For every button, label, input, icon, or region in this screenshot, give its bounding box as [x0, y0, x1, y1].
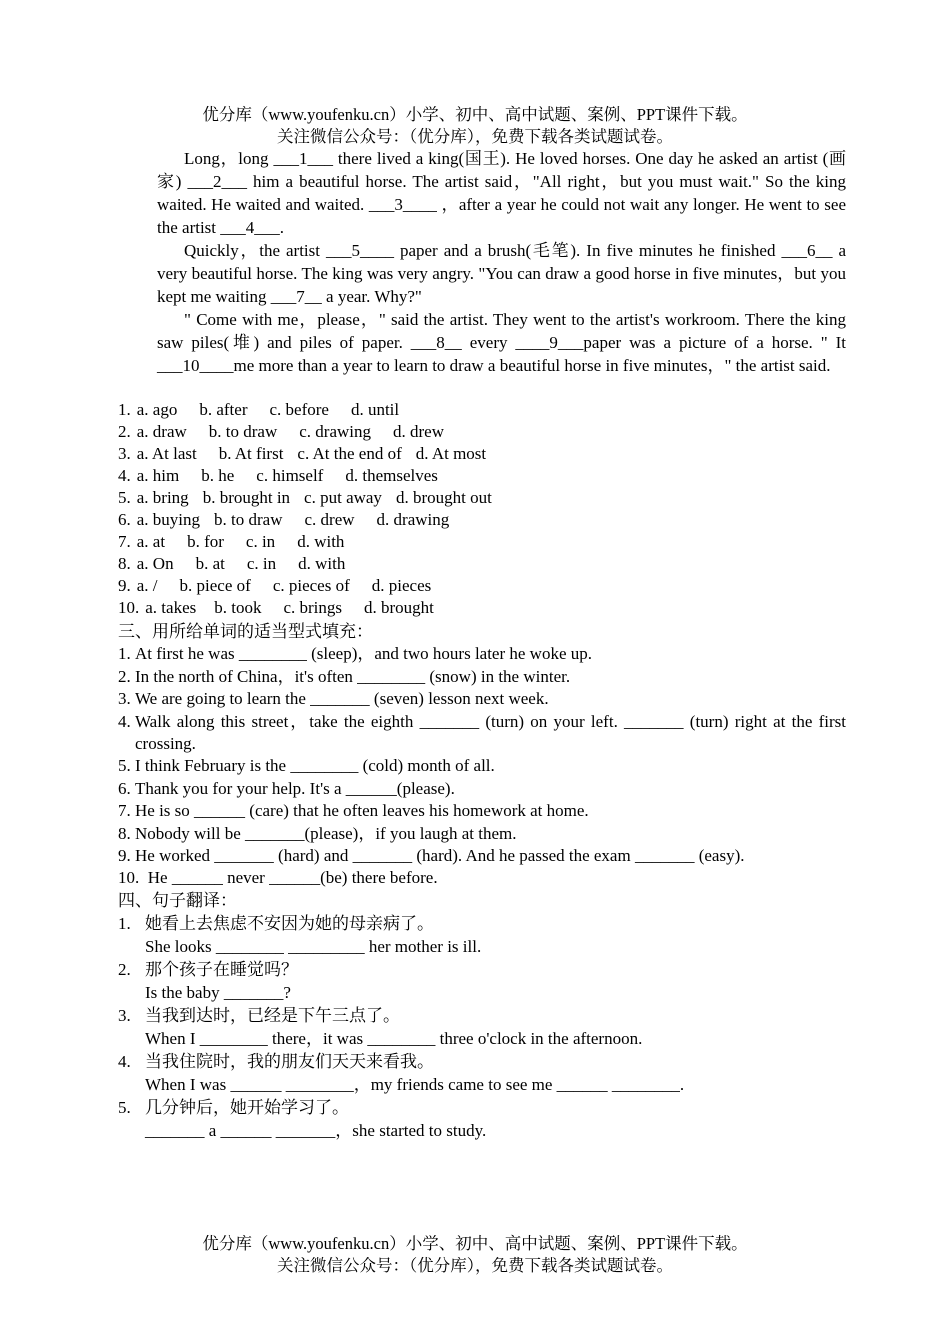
translation-number: 1.: [118, 914, 131, 934]
translation-number: 2.: [118, 960, 131, 980]
option-choice: b. took: [214, 598, 262, 617]
fill-item-number: 10.: [118, 868, 148, 888]
option-number: 6.: [118, 510, 131, 529]
option-choice: a. ago: [136, 400, 178, 419]
option-choice: c. put away: [304, 488, 382, 507]
option-choice: b. after: [199, 400, 248, 419]
option-number: 10.: [118, 598, 140, 617]
option-number: 3.: [118, 444, 131, 463]
fill-item-number: 5.: [118, 756, 135, 776]
fill-item-text: In the north of China，it's often ________ (snow) in the winter.: [135, 666, 571, 686]
translation-item: [118, 1050, 846, 1096]
fill-item-text: He ______ never ______(be) there before.: [147, 868, 438, 888]
fill-item-text: At first he was ________ (sleep)，and two hours later he woke up.: [135, 644, 593, 664]
translation-english: When I ________ there，it was ________ three o'clock in the afternoon.: [145, 1029, 643, 1049]
translation-number: 3.: [118, 1006, 131, 1026]
translation-item: [118, 912, 846, 958]
translation-number: 4.: [118, 1052, 131, 1072]
translation-item: [118, 1004, 846, 1050]
option-number: 8.: [118, 554, 131, 573]
option-choice: c. before: [269, 400, 329, 419]
translation-chinese: 当我到达时，已经是下午三点了。: [145, 1006, 400, 1026]
fill-item-number: 8.: [118, 823, 135, 843]
exercise-sections: [118, 621, 851, 1142]
option-choice: b. brought in: [202, 488, 291, 507]
fill-item: [118, 800, 846, 822]
option-choice: a. At last: [136, 444, 197, 463]
option-choice: c. in: [246, 554, 277, 573]
option-choice: c. pieces of: [272, 576, 350, 595]
option-choice: b. at: [195, 554, 225, 573]
fill-item-number: 9.: [118, 846, 135, 866]
option-number: 1.: [118, 400, 131, 419]
option-choice: d. with: [297, 532, 345, 551]
option-choice: c. brings: [283, 598, 343, 617]
translation-number: 5.: [118, 1098, 131, 1118]
fill-item: [118, 666, 846, 688]
translation-chinese: 几分钟后，她开始学习了。: [145, 1098, 349, 1118]
fill-item: [118, 711, 851, 756]
fill-item: [118, 867, 846, 889]
option-choice: d. brought: [364, 598, 434, 617]
section-3-title: 三、用所给单词的适当型式填充：: [118, 622, 373, 641]
option-row: [118, 465, 492, 487]
option-row: [118, 597, 492, 619]
option-number: 5.: [118, 488, 131, 507]
translation-english: When I was ______ ________，my friends came to see me ______ ________.: [145, 1075, 685, 1095]
option-row: [118, 509, 492, 531]
fill-item-number: 6.: [118, 778, 135, 798]
fill-item: [118, 643, 846, 665]
footer-line-1: 优分库（www.youfenku.cn）小学、初中、高中试题、案例、PPT课件下载。: [202, 1234, 748, 1253]
section-4-items: [118, 912, 846, 1142]
option-choice: d. pieces: [371, 576, 432, 595]
fill-item: [118, 755, 846, 777]
option-row: [118, 531, 492, 553]
option-choice: d. with: [298, 554, 346, 573]
option-row: [118, 487, 492, 509]
option-number: 2.: [118, 422, 131, 441]
fill-item-number: 1.: [118, 644, 135, 664]
option-choice: a. takes: [145, 598, 197, 617]
translation-item: [118, 1096, 846, 1142]
option-choice: a. him: [136, 466, 180, 485]
option-choice: d. drawing: [376, 510, 450, 529]
option-choice: d. themselves: [345, 466, 438, 485]
option-choice: b. At first: [218, 444, 284, 463]
option-choice: a. bring: [136, 488, 189, 507]
footer-line-2: 关注微信公众号：（优分库），免费下载各类试题试卷。: [277, 1256, 673, 1275]
option-choice: c. drew: [304, 510, 355, 529]
header-line-2: 关注微信公众号：（优分库），免费下载各类试题试卷。: [277, 127, 673, 146]
passage-paragraph-2: Quickly，the artist ___5____ paper and a brush(毛笔). In five minutes he finished ___6__ a very beautiful horse. The king was very angry. "You can draw a good horse in five minutes，but you kept me waiting ___7__ a year. Why?": [157, 241, 846, 306]
option-choice: d. drew: [393, 422, 444, 441]
option-choice: d. until: [350, 400, 400, 419]
option-row: [118, 399, 492, 421]
translation-chinese: 那个孩子在睡觉吗？: [145, 960, 298, 980]
option-row: [118, 443, 492, 465]
translation-english: She looks ________ _________ her mother is ill.: [145, 937, 482, 957]
option-choice: b. to draw: [214, 510, 283, 529]
fill-item: [118, 823, 846, 845]
fill-item-text: I think February is the ________ (cold) month of all.: [135, 756, 495, 776]
option-number: 9.: [118, 576, 131, 595]
section-4-title: 四、句子翻译：: [118, 890, 237, 910]
option-number: 7.: [118, 532, 131, 551]
option-choice: d. At most: [415, 444, 487, 463]
option-choice: a. buying: [136, 510, 201, 529]
fill-item: [118, 778, 846, 800]
page-footer: [0, 1233, 950, 1277]
fill-item-text: We are going to learn the _______ (seven) lesson next week.: [135, 689, 549, 709]
section-3-items: [118, 643, 851, 889]
option-choice: a. draw: [136, 422, 187, 441]
passage: [157, 147, 846, 377]
fill-item: [118, 688, 846, 710]
fill-item-text: He is so ______ (care) that he often leaves his homework at home.: [135, 801, 589, 821]
option-choice: a. /: [136, 576, 158, 595]
fill-item-number: 2.: [118, 666, 135, 686]
option-choice: c. drawing: [299, 422, 372, 441]
option-choice: c. At the end of: [297, 444, 402, 463]
option-choice: d. brought out: [395, 488, 492, 507]
option-choice: a. On: [136, 554, 174, 573]
option-choice: c. in: [245, 532, 276, 551]
fill-item-number: 4.: [118, 711, 135, 731]
option-row: [118, 575, 492, 597]
passage-paragraph-3: " Come with me，please，" said the artist. They went to the artist's workroom. There the king saw piles(堆) and piles of paper. ___8__ every ____9___paper was a picture of a horse. " It ___10____me more than a year to learn to draw a beautiful horse in five minutes，" the artist said.: [157, 310, 846, 375]
option-choice: c. himself: [256, 466, 324, 485]
fill-item-number: 7.: [118, 801, 135, 821]
fill-item-text: He worked _______ (hard) and _______ (hard). And he passed the exam _______ (easy).: [135, 846, 745, 866]
fill-item: [118, 845, 846, 867]
translation-chinese: 当我住院时，我的朋友们天天来看我。: [145, 1052, 434, 1072]
header-line-1: 优分库（www.youfenku.cn）小学、初中、高中试题、案例、PPT课件下载。: [202, 105, 748, 124]
passage-paragraph-1: Long，long ___1___ there lived a king(国王). He loved horses. One day he asked an artist (画家) ___2___ him a beautiful horse. The artist said，"All right，but you must wait." So the king waited. He waited and waited. ___3____ ，after a year he could not wait any longer. He went to see the artist ___4___.: [157, 149, 846, 237]
option-choice: b. piece of: [179, 576, 251, 595]
option-row: [118, 421, 492, 443]
option-choice: b. for: [187, 532, 224, 551]
option-choice: b. he: [201, 466, 235, 485]
fill-item-text: Nobody will be _______(please)，if you laugh at them.: [135, 823, 517, 843]
option-choice: a. at: [136, 532, 166, 551]
translation-english: Is the baby _______?: [145, 983, 291, 1003]
option-number: 4.: [118, 466, 131, 485]
translation-item: [118, 958, 846, 1004]
fill-item-number: 3.: [118, 689, 135, 709]
option-choice: b. to draw: [208, 422, 278, 441]
page-header: [0, 104, 950, 148]
translation-english: _______ a ______ _______，she started to study.: [145, 1121, 487, 1141]
fill-item-text: Walk along this street，take the eighth _______ (turn) on your left. _______ (turn) right at the first crossing.: [135, 711, 851, 754]
answer-options: [118, 399, 492, 619]
fill-item-text: Thank you for your help. It's a ______(please).: [135, 778, 455, 798]
translation-chinese: 她看上去焦虑不安因为她的母亲病了。: [145, 914, 434, 934]
option-row: [118, 553, 492, 575]
